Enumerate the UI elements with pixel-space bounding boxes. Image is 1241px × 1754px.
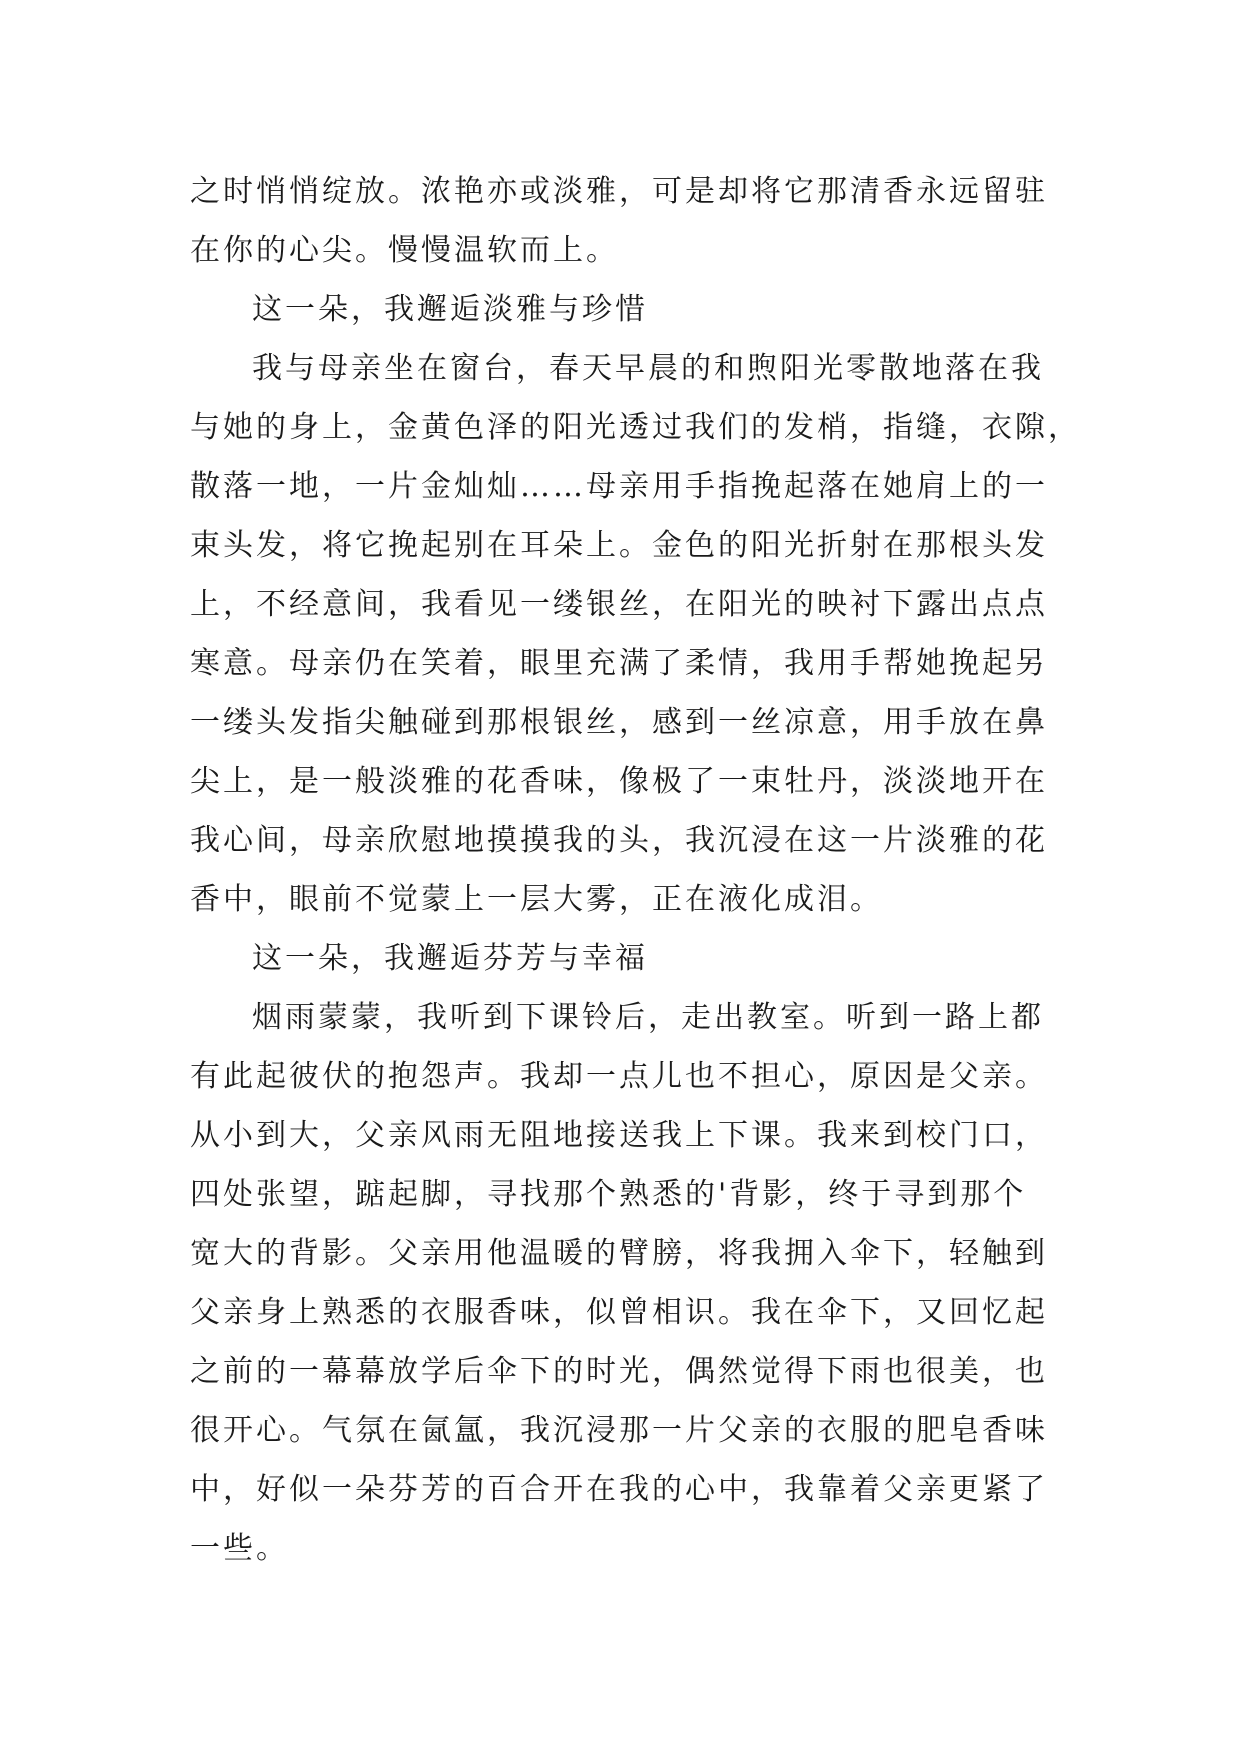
- text-line: 香中，眼前不觉蒙上一层大雾，正在液化成泪。: [190, 882, 883, 917]
- paragraph-first-line: 烟雨蒙蒙，我听到下课铃后，走出教室。听到一路上都: [252, 1000, 1044, 1035]
- text-line: 寒意。母亲仍在笑着，眼里充满了柔情，我用手帮她挽起另: [190, 646, 1048, 681]
- text-line: 上，不经意间，我看见一缕银丝，在阳光的映衬下露出点点: [190, 587, 1048, 622]
- text-line: 有此起彼伏的抱怨声。我却一点儿也不担心，原因是父亲。: [190, 1059, 1048, 1094]
- text-line: 从小到大，父亲风雨无阻地接送我上下课。我来到校门口，: [190, 1118, 1048, 1153]
- text-line: 父亲身上熟悉的衣服香味，似曾相识。我在伞下，又回忆起: [190, 1295, 1048, 1330]
- text-line: 很开心。气氛在氤氲，我沉浸那一片父亲的衣服的肥皂香味: [190, 1413, 1048, 1448]
- essay-body: [190, 162, 1081, 1578]
- text-line: 中，好似一朵芬芳的百合开在我的心中，我靠着父亲更紧了: [190, 1472, 1048, 1507]
- text-line: 尖上，是一般淡雅的花香味，像极了一束牡丹，淡淡地开在: [190, 764, 1048, 799]
- text-line: 与她的身上，金黄色泽的阳光透过我们的发梢，指缝，衣隙，: [190, 410, 1081, 445]
- section-heading: 这一朵，我邂逅芬芳与幸福: [252, 941, 648, 976]
- text-line: 之时悄悄绽放。浓艳亦或淡雅，可是却将它那清香永远留驻: [190, 174, 1048, 209]
- text-line: 一缕头发指尖触碰到那根银丝，感到一丝凉意，用手放在鼻: [190, 705, 1048, 740]
- text-line: 之前的一幕幕放学后伞下的时光，偶然觉得下雨也很美，也: [190, 1354, 1048, 1389]
- paragraph-first-line: 我与母亲坐在窗台，春天早晨的和煦阳光零散地落在我: [252, 351, 1044, 386]
- text-line: 在你的心尖。慢慢温软而上。: [190, 233, 619, 268]
- text-line: 四处张望，踮起脚，寻找那个熟悉的'背影，终于寻到那个: [190, 1177, 1027, 1212]
- text-line: 我心间，母亲欣慰地摸摸我的头，我沉浸在这一片淡雅的花: [190, 823, 1048, 858]
- text-line: 一些。: [190, 1531, 289, 1566]
- text-line: 束头发，将它挽起别在耳朵上。金色的阳光折射在那根头发: [190, 528, 1048, 563]
- text-line: 宽大的背影。父亲用他温暖的臂膀，将我拥入伞下，轻触到: [190, 1236, 1048, 1271]
- text-line: 散落一地，一片金灿灿……母亲用手指挽起落在她肩上的一: [190, 469, 1048, 504]
- section-heading: 这一朵，我邂逅淡雅与珍惜: [252, 292, 648, 327]
